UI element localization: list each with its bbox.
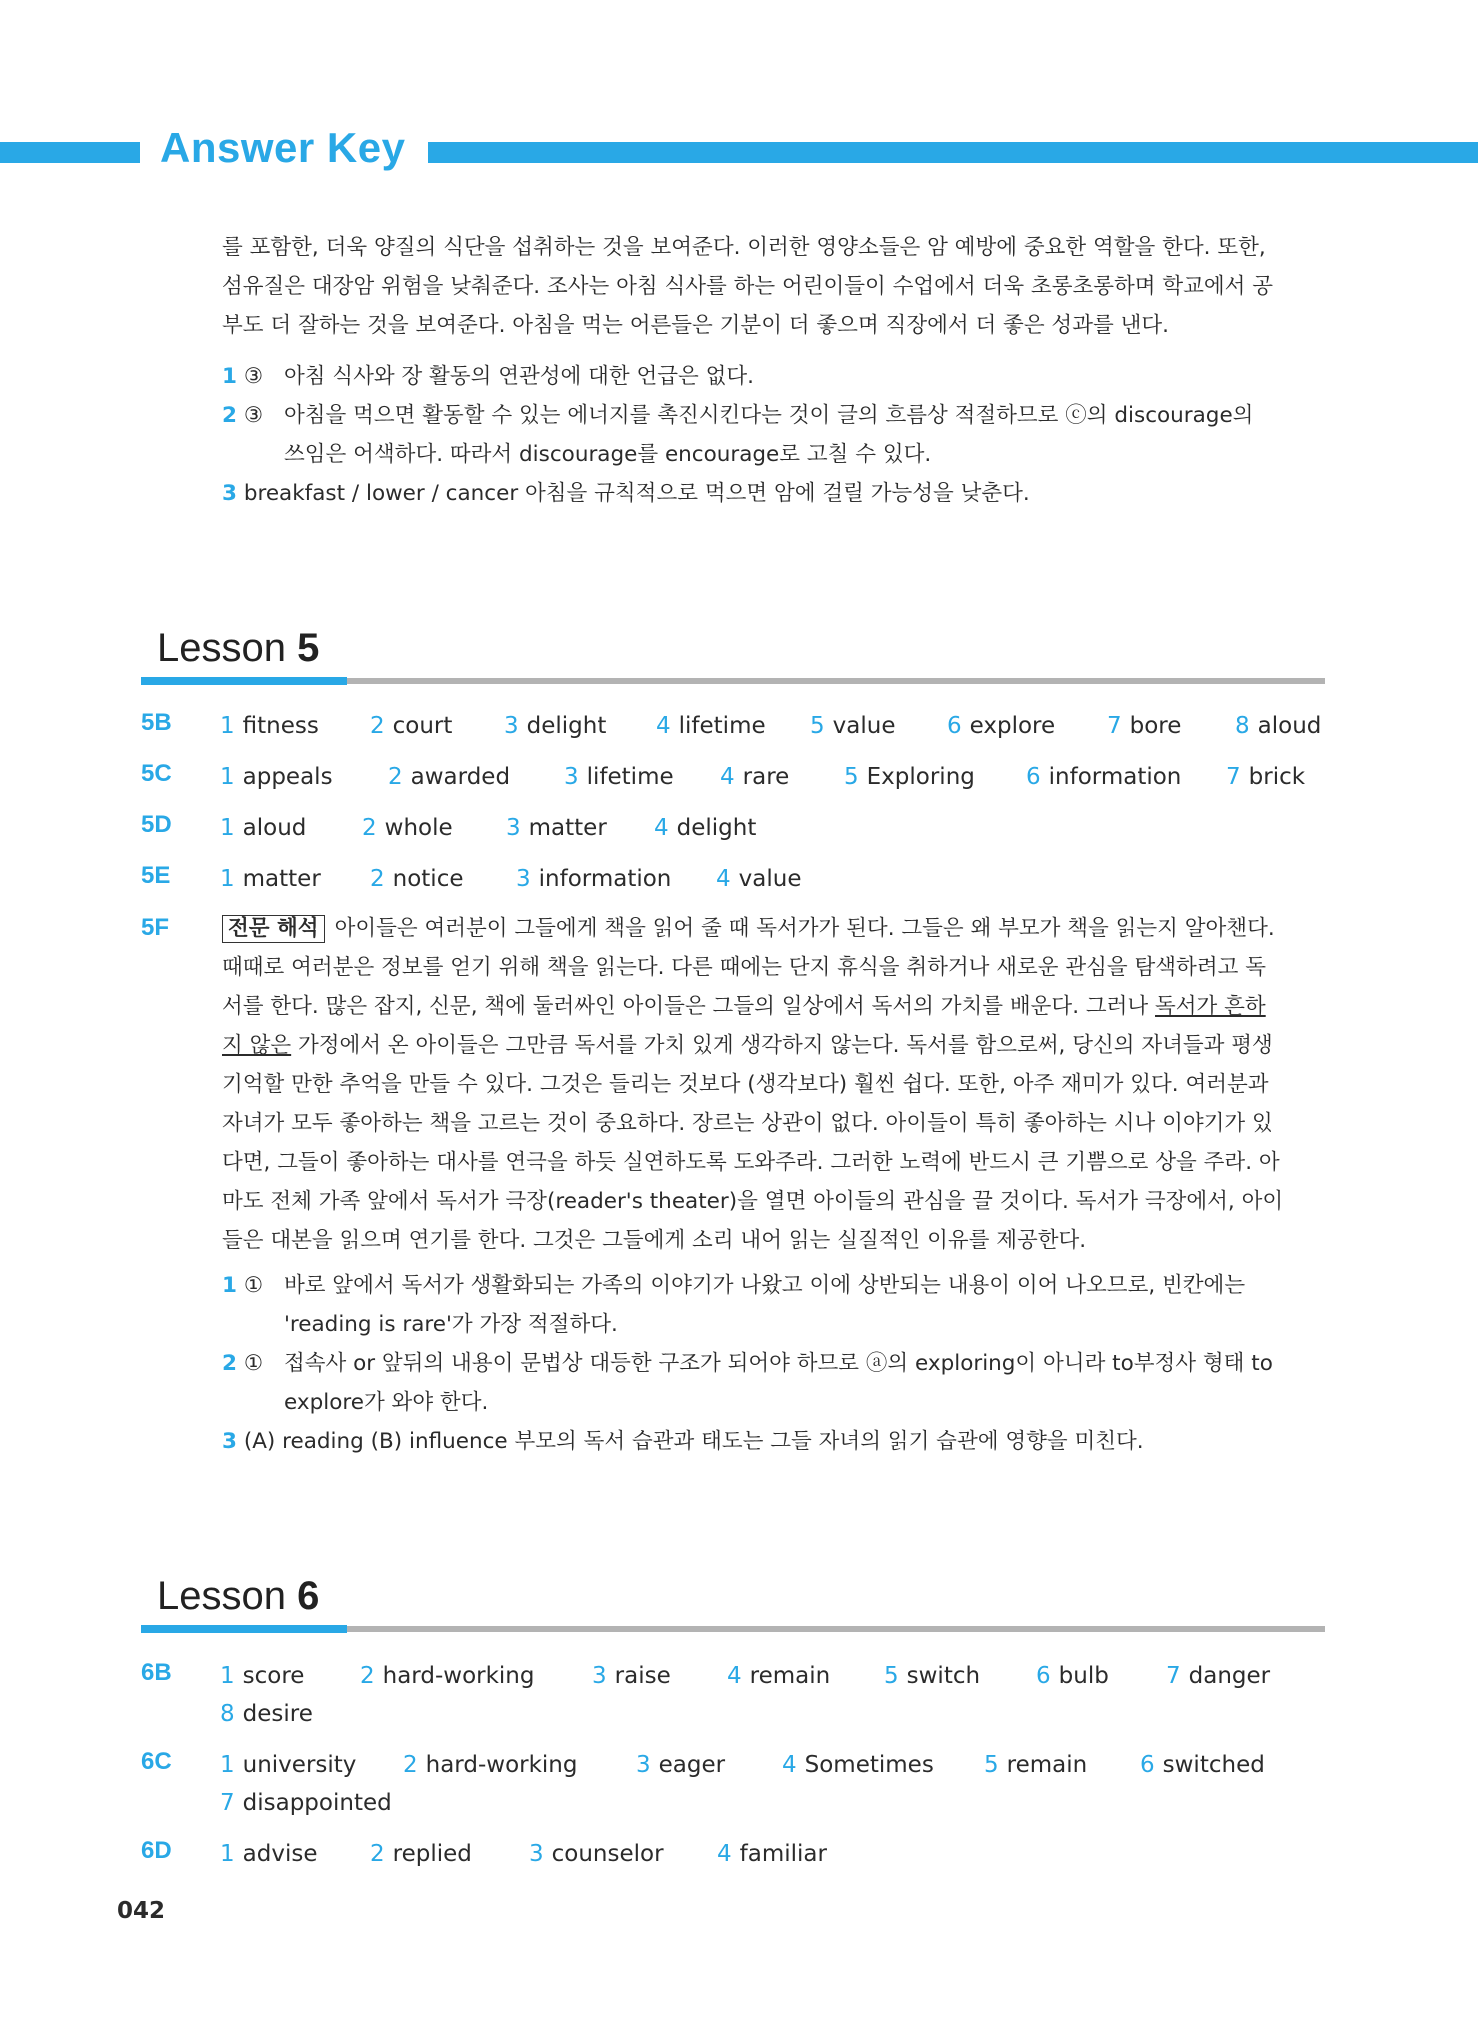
answer-word: 3 eager	[636, 1752, 726, 1778]
answer-word: 1 appeals	[220, 764, 333, 790]
paragraph-line: 전문 해석 아이들은 여러분이 그들에게 책을 읽어 줄 때 독서가가 된다. 그들은 왜 부모가 책을 읽는지 알아챈다.	[222, 909, 1324, 948]
answer-word: 1 university	[220, 1752, 357, 1778]
underlined-text: 지 않은	[222, 1033, 292, 1058]
answer-word: 2 hard-working	[403, 1752, 578, 1778]
exercise-label: 6D	[141, 1837, 172, 1864]
answer-word: 2 awarded	[388, 764, 511, 790]
answer-number: 1	[222, 364, 237, 389]
answer-mark: ①	[243, 1273, 264, 1298]
answer-word: 5 remain	[984, 1752, 1088, 1778]
answer-mark: ①	[243, 1351, 264, 1376]
answer-text: 아침을 먹으면 활동할 수 있는 에너지를 촉진시킨다는 것이 글의 흐름상 적절하므로 ⓒ의 discourage의	[283, 403, 1254, 428]
answer-text: 접속사 or 앞뒤의 내용이 문법상 대등한 구조가 되어야 하므로 ⓐ의 exploring이 아니라 to부정사 형태 to	[283, 1351, 1273, 1376]
answer-mark: ③	[243, 364, 264, 389]
answer-word: 3 matter	[506, 815, 607, 841]
lesson5-translation	[222, 909, 1324, 1260]
answer-text: breakfast / lower / cancer 아침을 규칙적으로 먹으면 암에 걸릴 가능성을 낮춘다.	[243, 481, 1030, 506]
answer-word: 3 delight	[504, 713, 607, 739]
answer-word: 1 advise	[220, 1841, 318, 1867]
answer-word: 8 desire	[220, 1701, 313, 1727]
paragraph-line: 기억할 만한 추억을 만들 수 있다. 그것은 들리는 것보다 (생각보다) 훨씬 쉽다. 또한, 아주 재미가 있다. 여러분과	[222, 1072, 1269, 1097]
lesson-5-heading	[157, 626, 319, 671]
answer-word: 6 explore	[947, 713, 1056, 739]
page-title: Answer Key	[160, 124, 406, 171]
answer-text: explore가 와야 한다.	[284, 1390, 489, 1415]
lesson4-paragraph	[222, 228, 1324, 345]
answer-item	[222, 1422, 1324, 1461]
answer-word: 1 fitness	[220, 713, 319, 739]
header-bar-right	[428, 142, 1478, 163]
answer-word: 3 lifetime	[564, 764, 674, 790]
answer-word: 3 raise	[592, 1663, 671, 1689]
answer-word: 2 whole	[362, 815, 453, 841]
lesson-6-rule-gray	[347, 1626, 1325, 1632]
lesson-number: 6	[297, 1574, 320, 1618]
exercise-label: 5B	[141, 709, 172, 736]
answer-text: 'reading is rare'가 가장 적절하다.	[284, 1312, 618, 1337]
paragraph-line: 를 포함한, 더욱 양질의 식단을 섭취하는 것을 보여준다. 이러한 영양소들은 암 예방에 중요한 역할을 한다. 또한,	[222, 235, 1266, 260]
lesson-6-heading	[157, 1574, 319, 1619]
answer-word: 6 switched	[1140, 1752, 1265, 1778]
answer-number: 2	[222, 403, 237, 428]
lesson-number: 5	[297, 626, 320, 670]
answer-word: 4 lifetime	[656, 713, 766, 739]
answer-number: 2	[222, 1351, 237, 1376]
exercise-label: 6C	[141, 1748, 172, 1775]
answer-word: 7 disappointed	[220, 1790, 392, 1816]
answer-word: 7 bore	[1107, 713, 1182, 739]
answer-word: 3 counselor	[529, 1841, 664, 1867]
lesson-5-rule-gray	[347, 678, 1325, 684]
answer-word: 1 matter	[220, 866, 321, 892]
answer-item	[222, 1344, 1324, 1422]
paragraph-line: 마도 전체 가족 앞에서 독서가 극장(reader's theater)을 열면 아이들의 관심을 끌 것이다. 독서가 극장에서, 아이	[222, 1189, 1284, 1214]
answer-word: 4 familiar	[717, 1841, 827, 1867]
lesson-word: Lesson	[157, 1574, 286, 1618]
lesson5-answers	[222, 1266, 1324, 1461]
answer-word: 4 remain	[727, 1663, 831, 1689]
paragraph-line: 다면, 그들이 좋아하는 대사를 연극을 하듯 실연하도록 도와주라. 그러한 노력에 반드시 큰 기쁨으로 상을 주라. 아	[222, 1150, 1280, 1175]
answer-word: 2 court	[370, 713, 453, 739]
answer-word: 4 rare	[720, 764, 790, 790]
answer-mark: ③	[243, 403, 264, 428]
paragraph-line: 들은 대본을 읽으며 연기를 한다. 그것은 그들에게 소리 내어 읽는 실질적인 이유를 제공한다.	[222, 1228, 1087, 1253]
exercise-label: 6B	[141, 1659, 172, 1686]
paragraph-line: 자녀가 모두 좋아하는 책을 고르는 것이 중요하다. 장르는 상관이 없다. 아이들이 특히 좋아하는 시나 이야기가 있	[222, 1111, 1273, 1136]
answer-number: 3	[222, 481, 237, 506]
answer-word: 2 notice	[370, 866, 464, 892]
lesson-word: Lesson	[157, 626, 286, 670]
answer-word: 4 Sometimes	[782, 1752, 934, 1778]
answer-word: 8 aloud	[1235, 713, 1322, 739]
lesson-5-rule-blue	[141, 677, 347, 685]
answer-item	[222, 1266, 1324, 1344]
answer-number: 1	[222, 1273, 237, 1298]
exercise-label: 5C	[141, 760, 172, 787]
answer-text: (A) reading (B) influence 부모의 독서 습관과 태도는 그들 자녀의 읽기 습관에 영향을 미친다.	[243, 1429, 1144, 1454]
answer-word: 4 value	[716, 866, 802, 892]
exercise-label: 5E	[141, 862, 171, 889]
answer-word: 4 delight	[654, 815, 757, 841]
lesson-6-rule-blue	[141, 1625, 347, 1633]
answer-text: 아침 식사와 장 활동의 연관성에 대한 언급은 없다.	[283, 364, 754, 389]
answer-text: 쓰임은 어색하다. 따라서 discourage를 encourage로 고칠 수 있다.	[284, 442, 932, 467]
answer-word: 6 information	[1026, 764, 1182, 790]
underlined-text: 독서가 흔하	[1155, 994, 1266, 1019]
paragraph-line: 지 않은 가정에서 온 아이들은 그만큼 독서를 가치 있게 생각하지 않는다. 독서를 함으로써, 당신의 자녀들과 평생	[222, 1033, 1273, 1058]
exercise-label: 5D	[141, 811, 172, 838]
answer-word: 2 hard-working	[360, 1663, 535, 1689]
answer-word: 7 brick	[1226, 764, 1306, 790]
header-bar-left	[0, 142, 140, 163]
answer-word: 1 aloud	[220, 815, 307, 841]
translation-box-label: 전문 해석	[222, 915, 325, 943]
page-number: 042	[117, 1898, 166, 1924]
answer-number: 3	[222, 1429, 237, 1454]
answer-word: 5 value	[810, 713, 896, 739]
answer-item	[222, 474, 1324, 513]
paragraph-line: 때때로 여러분은 정보를 얻기 위해 책을 읽는다. 다른 때에는 단지 휴식을 취하거나 새로운 관심을 탐색하려고 독	[222, 955, 1266, 980]
paragraph-line: 섬유질은 대장암 위험을 낮춰준다. 조사는 아침 식사를 하는 어린이들이 수업에서 더욱 초롱초롱하며 학교에서 공	[222, 274, 1274, 299]
answer-word: 5 Exploring	[844, 764, 975, 790]
answer-item	[222, 396, 1324, 474]
paragraph-line: 부도 더 잘하는 것을 보여준다. 아침을 먹는 어른들은 기분이 더 좋으며 직장에서 더 좋은 성과를 낸다.	[222, 313, 1169, 338]
answer-word: 7 danger	[1166, 1663, 1271, 1689]
answer-word: 5 switch	[884, 1663, 981, 1689]
lesson4-answers	[222, 357, 1324, 513]
exercise-label: 5F	[141, 914, 170, 941]
answer-item	[222, 357, 1324, 396]
paragraph-line: 서를 한다. 많은 잡지, 신문, 책에 둘러싸인 아이들은 그들의 일상에서 독서의 가치를 배운다. 그러나 독서가 흔하	[222, 994, 1266, 1019]
answer-word: 2 replied	[370, 1841, 472, 1867]
answer-word: 1 score	[220, 1663, 305, 1689]
answer-word: 6 bulb	[1036, 1663, 1109, 1689]
answer-word: 3 information	[516, 866, 672, 892]
answer-text: 바로 앞에서 독서가 생활화되는 가족의 이야기가 나왔고 이에 상반되는 내용이 이어 나오므로, 빈칸에는	[283, 1273, 1246, 1298]
